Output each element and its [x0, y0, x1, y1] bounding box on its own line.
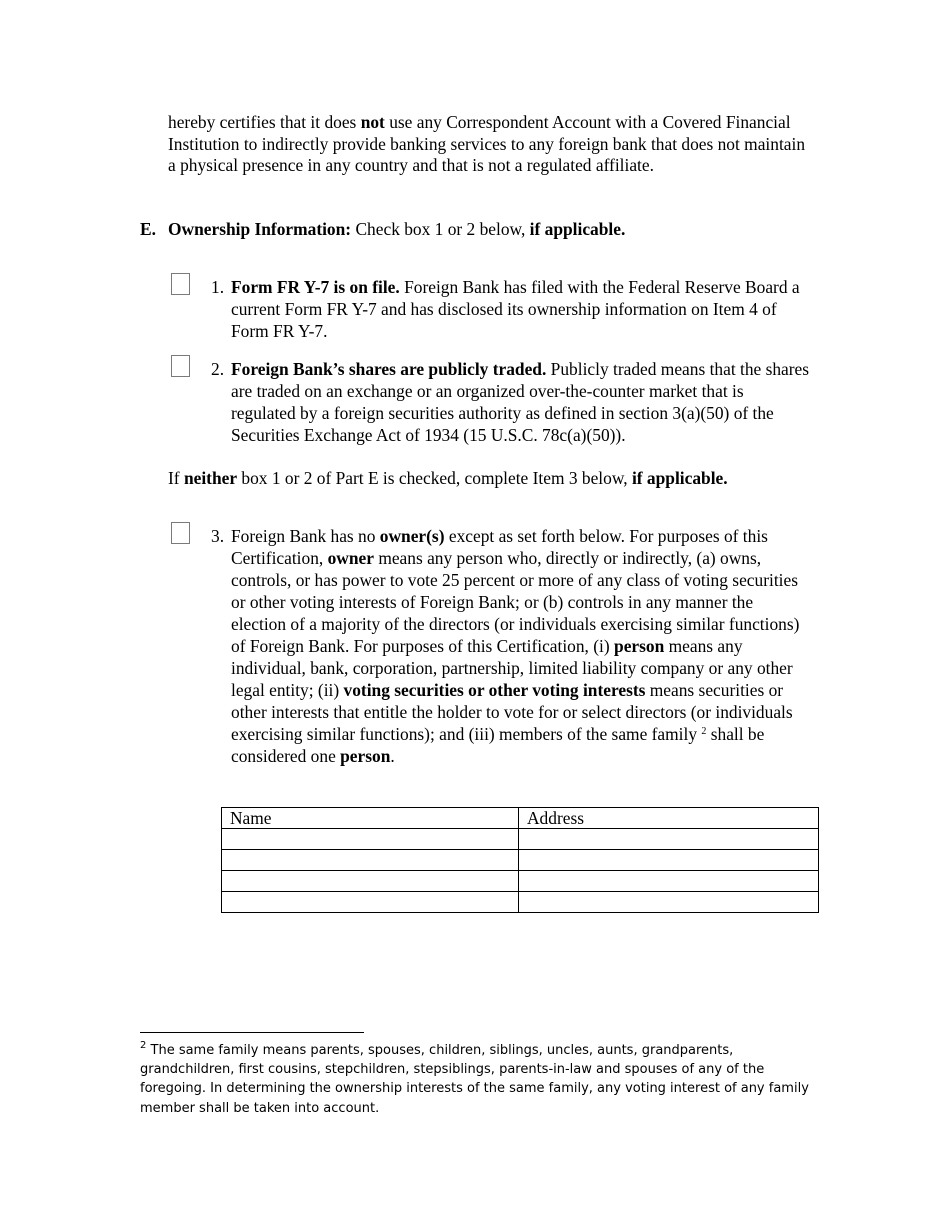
item-3-text-1: Foreign Bank has no: [231, 526, 380, 546]
item-3-number: 3.: [211, 526, 225, 546]
footnote-text: The same family means parents, spouses, children, siblings, uncles, aunts, grandparents, grandchildren, first cousins, stepchildren, stepsiblings, parents-in-law and spouses of any of the foregoing. In determining the ownership interests of the same family, any voting interest of any family member shall be taken into account.: [140, 1043, 809, 1116]
name-cell[interactable]: [222, 850, 519, 871]
item-3-term-person-2: person: [340, 746, 391, 766]
section-instruction: Check box 1 or 2 below,: [351, 219, 530, 239]
name-cell[interactable]: [222, 871, 519, 892]
footnote: [140, 1041, 830, 1118]
item-3-term-person: person: [614, 636, 665, 656]
item-3-term-owner: owner: [327, 548, 374, 568]
address-cell[interactable]: [519, 871, 819, 892]
certification-paragraph: [168, 112, 808, 177]
footnote-reference: 2: [701, 726, 707, 737]
section-qualifier: if applicable.: [529, 219, 626, 239]
certification-emphasis-not: not: [360, 112, 385, 132]
certification-text-2: use any Correspondent Account with a Covered Financial Institution to indirectly provide banking services to any foreign bank that does not maintain a physical presence in any country and that is not a regulated affiliate.: [168, 112, 806, 175]
address-cell[interactable]: [519, 829, 819, 850]
footnote-separator: [140, 1032, 364, 1033]
owners-table: [221, 807, 819, 913]
item-1-number: 1.: [211, 277, 225, 297]
name-cell[interactable]: [222, 829, 519, 850]
footnote-marker: 2: [140, 1040, 147, 1051]
table-row: [222, 871, 819, 892]
if-neither-text-1: If: [168, 468, 184, 488]
if-neither-text-2: box 1 or 2 of Part E is checked, complete Item 3 below,: [237, 468, 632, 488]
item-1: [211, 276, 811, 342]
item-3-text-5: means securities or other interests that entitle the holder to vote for or select directors (or individuals exercising similar functions); and (iii) members of the same family: [231, 680, 793, 744]
if-neither-instruction: [168, 468, 818, 490]
item-2-text: Publicly traded means that the shares are traded on an exchange or an organized over-the-counter market that is regulated by a foreign securities authority as defined in section 3(a)(50) of the Securities Exchange Act of 1934 (15 U.S.C. 78c(a)(50)).: [231, 359, 810, 445]
section-e-heading: [140, 219, 820, 241]
name-cell[interactable]: [222, 892, 519, 913]
column-header-name: Name: [222, 808, 519, 829]
item-3-text-2: except as set forth below. For purposes of this Certification,: [231, 526, 768, 568]
table-row: [222, 850, 819, 871]
item-3-text-3: means any person who, directly or indirectly, (a) owns, controls, or has power to vote 25 percent or more of any class of voting securities or other voting interests of Foreign Bank; or (b) controls in any manner the election of a majority of the directors (or individuals exercising similar functions) of Foreign Bank. For purposes of this Certification, (i): [231, 548, 800, 656]
checkbox-item-2[interactable]: [171, 355, 190, 377]
item-2-title: Foreign Bank’s shares are publicly traded.: [231, 359, 547, 379]
checkbox-item-3[interactable]: [171, 522, 190, 544]
item-3-text-4: means any individual, bank, corporation, partnership, limited liability company or any other legal entity; (ii): [231, 636, 793, 700]
section-title: Ownership Information:: [168, 219, 352, 239]
address-cell[interactable]: [519, 850, 819, 871]
certification-text-1: hereby certifies that it does: [168, 112, 361, 132]
section-letter: E.: [140, 219, 156, 239]
checkbox-item-1[interactable]: [171, 273, 190, 295]
item-2: [211, 358, 811, 446]
item-1-title: Form FR Y-7 is on file.: [231, 277, 400, 297]
column-header-address: Address: [519, 808, 819, 829]
table-header-row: [222, 808, 819, 829]
if-neither-emphasis-neither: neither: [183, 468, 238, 488]
item-3-text-7: .: [390, 746, 395, 766]
table-row: [222, 892, 819, 913]
item-1-text: Foreign Bank has filed with the Federal Reserve Board a current Form FR Y-7 and has disclosed its ownership information on Item 4 of Form FR Y-7.: [231, 277, 800, 341]
item-3-term-voting-securities: voting securities or other voting interests: [343, 680, 646, 700]
if-neither-qualifier: if applicable.: [631, 468, 728, 488]
item-3: [211, 525, 811, 767]
address-cell[interactable]: [519, 892, 819, 913]
item-2-number: 2.: [211, 359, 225, 379]
item-3-text-6: shall be considered one: [231, 724, 765, 766]
item-3-term-owners: owner(s): [379, 526, 445, 546]
table-row: [222, 829, 819, 850]
